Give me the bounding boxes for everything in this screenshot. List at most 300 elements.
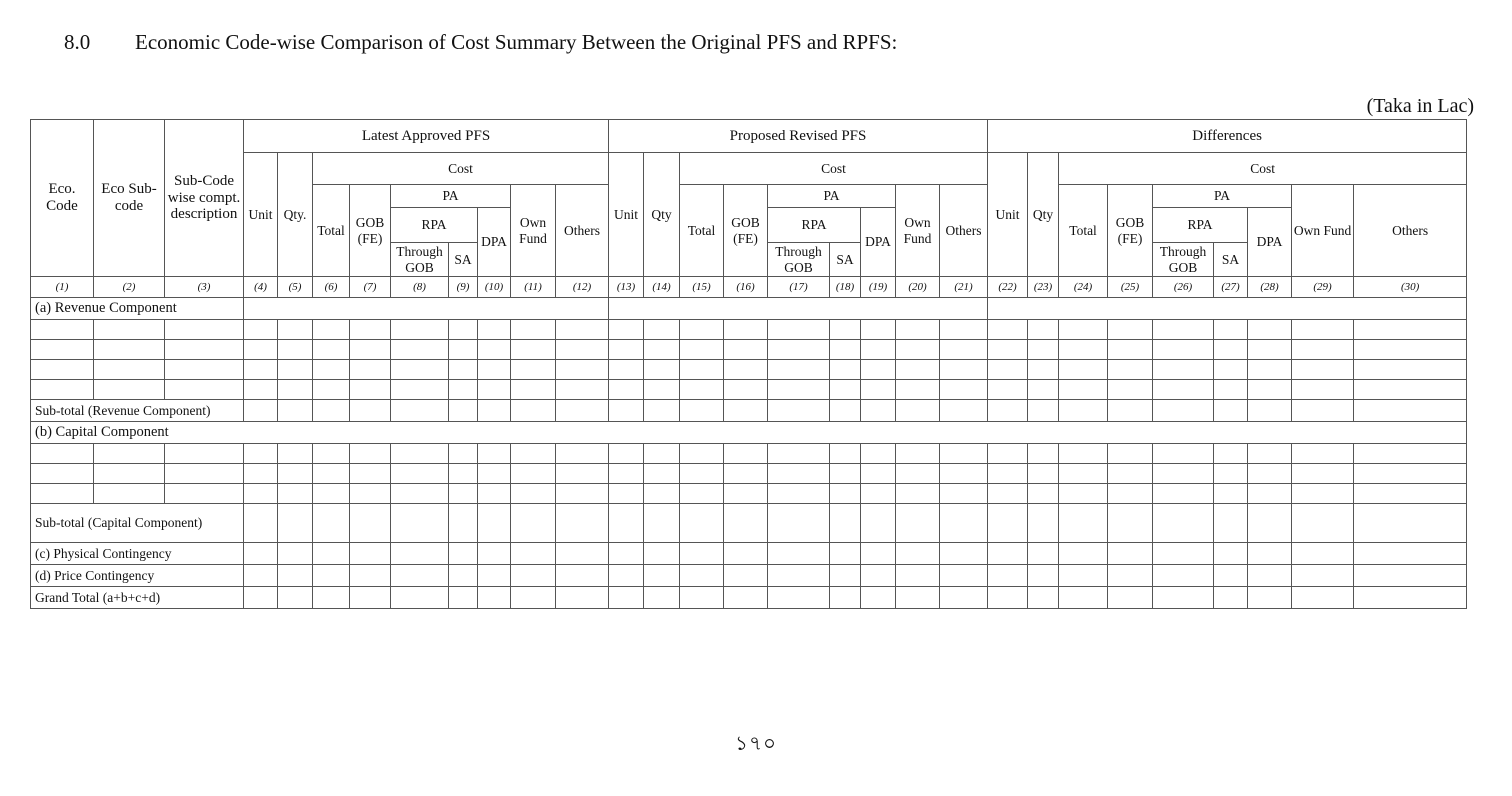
table-cell <box>278 504 313 543</box>
column-number-cell: (1) <box>31 277 94 298</box>
table-cell <box>861 360 896 380</box>
physical-contingency-row <box>31 543 1467 565</box>
table-cell <box>511 543 556 565</box>
table-cell <box>1354 400 1467 422</box>
table-cell <box>1354 504 1467 543</box>
revenue-component-label: (a) Revenue Component <box>31 298 244 320</box>
table-cell <box>680 340 724 360</box>
table-cell <box>350 400 391 422</box>
table-cell <box>1248 444 1292 464</box>
column-number-cell: (11) <box>511 277 556 298</box>
table-cell <box>988 400 1028 422</box>
header-dpa: DPA <box>478 208 511 277</box>
table-cell <box>680 504 724 543</box>
table-cell <box>988 320 1028 340</box>
table-cell <box>391 380 449 400</box>
table-cell <box>940 565 988 587</box>
table-cell <box>724 444 768 464</box>
table-cell <box>244 444 278 464</box>
table-cell <box>1028 380 1059 400</box>
column-number-cell: (20) <box>896 277 940 298</box>
table-cell <box>478 400 511 422</box>
grand-total-row <box>31 587 1467 609</box>
table-cell <box>31 444 94 464</box>
table-cell <box>244 565 278 587</box>
table-cell <box>680 484 724 504</box>
column-number-cell: (18) <box>830 277 861 298</box>
table-cell <box>1214 380 1248 400</box>
table-cell <box>244 340 278 360</box>
table-cell <box>1028 400 1059 422</box>
table-cell <box>609 587 644 609</box>
table-cell <box>1248 504 1292 543</box>
table-row <box>31 484 1467 504</box>
table-cell <box>861 380 896 400</box>
column-number-cell: (27) <box>1214 277 1248 298</box>
table-cell <box>31 340 94 360</box>
table-cell <box>768 380 830 400</box>
table-cell <box>609 565 644 587</box>
table-cell <box>278 484 313 504</box>
table-cell <box>1153 320 1214 340</box>
table-cell <box>94 360 165 380</box>
table-cell <box>830 320 861 340</box>
header-dpa: DPA <box>861 208 896 277</box>
table-cell <box>1059 587 1108 609</box>
table-cell <box>1108 464 1153 484</box>
column-number-cell: (14) <box>644 277 680 298</box>
table-cell <box>988 565 1028 587</box>
table-cell <box>724 380 768 400</box>
header-cost: Cost <box>313 153 609 185</box>
table-cell <box>724 565 768 587</box>
table-cell <box>830 464 861 484</box>
table-cell <box>244 504 278 543</box>
table-cell <box>861 400 896 422</box>
header-through-gob: Through GOB <box>391 243 449 277</box>
table-cell <box>1153 340 1214 360</box>
table-cell <box>350 320 391 340</box>
table-cell <box>478 543 511 565</box>
table-cell <box>830 504 861 543</box>
capital-component-label: (b) Capital Component <box>31 422 1467 444</box>
table-cell <box>1354 587 1467 609</box>
table-cell <box>556 464 609 484</box>
table-cell <box>350 484 391 504</box>
table-cell <box>680 464 724 484</box>
table-cell <box>278 380 313 400</box>
table-cell <box>556 340 609 360</box>
table-cell <box>313 320 350 340</box>
header-latest-approved-pfs: Latest Approved PFS <box>244 120 609 153</box>
table-cell <box>449 464 478 484</box>
table-cell <box>609 380 644 400</box>
column-number-cell: (22) <box>988 277 1028 298</box>
table-cell <box>313 543 350 565</box>
table-cell <box>988 340 1028 360</box>
column-number-cell: (17) <box>768 277 830 298</box>
header-pa: PA <box>768 185 896 208</box>
table-cell <box>1108 400 1153 422</box>
header-cost: Cost <box>680 153 988 185</box>
table-cell <box>724 587 768 609</box>
table-cell <box>768 444 830 464</box>
table-cell <box>1153 400 1214 422</box>
column-number-cell: (3) <box>165 277 244 298</box>
table-cell <box>165 360 244 380</box>
table-cell <box>680 360 724 380</box>
table-cell <box>1059 380 1108 400</box>
column-number-cell: (13) <box>609 277 644 298</box>
header-unit: Unit <box>609 153 644 277</box>
header-unit: Unit <box>244 153 278 277</box>
header-pa: PA <box>1153 185 1292 208</box>
table-cell <box>1028 504 1059 543</box>
table-cell <box>644 340 680 360</box>
revenue-subtotal-row <box>31 400 1467 422</box>
table-cell <box>830 565 861 587</box>
table-cell <box>1108 587 1153 609</box>
table-cell <box>1059 543 1108 565</box>
table-cell <box>861 565 896 587</box>
table-cell <box>350 380 391 400</box>
table-cell <box>896 360 940 380</box>
table-cell <box>556 565 609 587</box>
table-cell <box>896 565 940 587</box>
table-cell <box>1108 543 1153 565</box>
table-cell <box>1214 400 1248 422</box>
table-cell <box>313 340 350 360</box>
table-cell <box>31 380 94 400</box>
table-cell <box>644 587 680 609</box>
table-cell <box>830 400 861 422</box>
header-qty: Qty <box>1028 153 1059 277</box>
table-cell <box>680 444 724 464</box>
column-number-cell: (12) <box>556 277 609 298</box>
table-cell <box>449 543 478 565</box>
header-rpa: RPA <box>1153 208 1248 243</box>
table-cell <box>94 340 165 360</box>
table-cell <box>478 484 511 504</box>
table-cell <box>1153 464 1214 484</box>
table-cell <box>1214 444 1248 464</box>
table-cell <box>1354 464 1467 484</box>
table-cell <box>511 565 556 587</box>
table-cell <box>511 504 556 543</box>
table-cell <box>940 504 988 543</box>
table-cell <box>1059 444 1108 464</box>
table-cell <box>350 340 391 360</box>
table-cell <box>724 543 768 565</box>
header-total: Total <box>313 185 350 277</box>
table-cell <box>1214 320 1248 340</box>
table-cell <box>1354 340 1467 360</box>
table-cell <box>449 444 478 464</box>
table-cell <box>1292 340 1354 360</box>
table-cell <box>768 543 830 565</box>
table-cell <box>449 380 478 400</box>
table-cell <box>724 360 768 380</box>
column-number-cell: (30) <box>1354 277 1467 298</box>
table-cell <box>896 464 940 484</box>
table-cell <box>768 320 830 340</box>
table-cell <box>1248 340 1292 360</box>
table-cell <box>1248 587 1292 609</box>
header-others: Others <box>1354 185 1467 277</box>
header-unit: Unit <box>988 153 1028 277</box>
table-cell <box>556 400 609 422</box>
table-cell <box>861 484 896 504</box>
header-eco-subcode: Eco Sub-code <box>94 120 165 277</box>
table-cell <box>1354 380 1467 400</box>
table-cell <box>644 543 680 565</box>
table-cell <box>1292 380 1354 400</box>
table-cell <box>244 360 278 380</box>
table-cell <box>940 484 988 504</box>
table-cell <box>278 340 313 360</box>
table-cell <box>1059 400 1108 422</box>
table-cell <box>988 543 1028 565</box>
header-dpa: DPA <box>1248 208 1292 277</box>
table-cell <box>680 543 724 565</box>
table-cell <box>1214 504 1248 543</box>
table-cell <box>609 400 644 422</box>
table-cell <box>1248 464 1292 484</box>
table-cell <box>313 380 350 400</box>
column-number-cell: (29) <box>1292 277 1354 298</box>
table-cell <box>609 340 644 360</box>
header-eco-code: Eco. Code <box>31 120 94 277</box>
table-cell <box>511 320 556 340</box>
table-cell <box>350 504 391 543</box>
table-cell <box>896 484 940 504</box>
table-cell <box>556 587 609 609</box>
table-cell <box>861 444 896 464</box>
table-row <box>31 464 1467 484</box>
table-cell <box>609 464 644 484</box>
table-cell <box>391 340 449 360</box>
table-cell <box>244 587 278 609</box>
table-row <box>31 444 1467 464</box>
table-cell <box>896 444 940 464</box>
table-cell <box>609 320 644 340</box>
table-cell <box>861 320 896 340</box>
table-cell <box>278 320 313 340</box>
table-cell <box>609 360 644 380</box>
table-cell <box>1153 484 1214 504</box>
column-number-cell: (10) <box>478 277 511 298</box>
table-cell <box>511 464 556 484</box>
table-cell <box>988 444 1028 464</box>
table-cell <box>609 484 644 504</box>
table-cell <box>313 360 350 380</box>
table-row <box>31 340 1467 360</box>
table-cell <box>1059 504 1108 543</box>
table-cell <box>768 400 830 422</box>
revenue-component-row <box>31 298 1467 320</box>
table-cell <box>940 587 988 609</box>
table-cell <box>724 504 768 543</box>
table-cell <box>556 484 609 504</box>
price-contingency-label: (d) Price Contingency <box>31 565 244 587</box>
table-cell <box>556 504 609 543</box>
capital-subtotal-row <box>31 504 1467 543</box>
column-number-cell: (28) <box>1248 277 1292 298</box>
header-others: Others <box>556 185 609 277</box>
table-cell <box>1248 543 1292 565</box>
table-cell <box>313 565 350 587</box>
table-cell <box>165 444 244 464</box>
table-cell <box>478 464 511 484</box>
table-cell <box>940 464 988 484</box>
table-cell <box>644 400 680 422</box>
header-own-fund: Own Fund <box>896 185 940 277</box>
table-cell <box>1028 587 1059 609</box>
table-cell <box>680 400 724 422</box>
column-number-cell: (23) <box>1028 277 1059 298</box>
table-cell <box>1292 320 1354 340</box>
table-cell <box>278 400 313 422</box>
table-cell <box>1059 484 1108 504</box>
header-rpa: RPA <box>768 208 861 243</box>
table-cell <box>644 380 680 400</box>
table-cell <box>861 464 896 484</box>
table-cell <box>478 444 511 464</box>
table-cell <box>556 444 609 464</box>
table-cell <box>830 543 861 565</box>
table-cell <box>31 360 94 380</box>
table-cell <box>278 464 313 484</box>
table-cell <box>31 320 94 340</box>
column-number-cell: (2) <box>94 277 165 298</box>
table-cell <box>1153 444 1214 464</box>
table-cell <box>94 320 165 340</box>
table-cell <box>1108 340 1153 360</box>
table-cell <box>1354 444 1467 464</box>
table-cell <box>830 380 861 400</box>
table-cell <box>278 587 313 609</box>
header-sa: SA <box>830 243 861 277</box>
table-cell <box>1028 320 1059 340</box>
table-cell <box>350 565 391 587</box>
table-cell <box>478 320 511 340</box>
table-cell <box>391 360 449 380</box>
table-cell <box>278 543 313 565</box>
table-cell <box>644 360 680 380</box>
table-cell <box>1248 484 1292 504</box>
table-row <box>31 320 1467 340</box>
table-cell <box>1292 504 1354 543</box>
table-cell <box>511 340 556 360</box>
table-cell <box>350 360 391 380</box>
table-cell <box>609 543 644 565</box>
table-cell <box>244 320 278 340</box>
header-gob-fe: GOB (FE) <box>350 185 391 277</box>
table-cell <box>449 484 478 504</box>
table-cell <box>1059 340 1108 360</box>
table-cell <box>680 565 724 587</box>
table-cell <box>511 380 556 400</box>
column-number-cell: (25) <box>1108 277 1153 298</box>
table-cell <box>278 444 313 464</box>
table-cell <box>511 400 556 422</box>
table-cell <box>988 360 1028 380</box>
table-cell <box>1248 320 1292 340</box>
table-cell <box>940 320 988 340</box>
column-number-cell: (21) <box>940 277 988 298</box>
table-cell <box>1108 504 1153 543</box>
table-cell <box>988 380 1028 400</box>
table-cell <box>449 587 478 609</box>
table-cell <box>556 360 609 380</box>
table-cell <box>94 484 165 504</box>
header-others: Others <box>940 185 988 277</box>
table-cell <box>1153 587 1214 609</box>
table-cell <box>724 464 768 484</box>
table-cell <box>350 444 391 464</box>
column-number-cell: (15) <box>680 277 724 298</box>
table-cell <box>1354 484 1467 504</box>
table-cell <box>94 464 165 484</box>
table-cell <box>1028 543 1059 565</box>
table-cell <box>313 587 350 609</box>
table-cell <box>1214 565 1248 587</box>
table-cell <box>644 504 680 543</box>
column-number-cell: (6) <box>313 277 350 298</box>
table-cell <box>165 380 244 400</box>
column-number-cell: (8) <box>391 277 449 298</box>
table-cell <box>1059 360 1108 380</box>
table-cell <box>556 320 609 340</box>
table-cell <box>1028 340 1059 360</box>
table-cell <box>609 504 644 543</box>
section-title: Economic Code-wise Comparison of Cost Summary Between the Original PFS and RPFS: <box>135 30 898 54</box>
table-row <box>31 360 1467 380</box>
table-cell <box>1292 444 1354 464</box>
table-cell <box>391 565 449 587</box>
header-qty: Qty <box>644 153 680 277</box>
revenue-subtotal-label: Sub-total (Revenue Component) <box>31 400 244 422</box>
header-sa: SA <box>1214 243 1248 277</box>
column-number-cell: (24) <box>1059 277 1108 298</box>
table-cell <box>1153 543 1214 565</box>
column-number-cell: (16) <box>724 277 768 298</box>
table-cell <box>680 380 724 400</box>
table-cell <box>511 360 556 380</box>
table-cell <box>350 464 391 484</box>
table-cell <box>861 504 896 543</box>
table-cell <box>556 380 609 400</box>
table-cell <box>1214 543 1248 565</box>
column-number-cell: (19) <box>861 277 896 298</box>
table-cell <box>1292 464 1354 484</box>
unit-note: (Taka in Lac) <box>1366 95 1474 117</box>
table-cell <box>830 340 861 360</box>
table-cell <box>1028 360 1059 380</box>
table-cell <box>768 340 830 360</box>
table-cell <box>988 587 1028 609</box>
table-cell <box>1059 565 1108 587</box>
table-cell <box>1248 380 1292 400</box>
table-cell <box>1292 565 1354 587</box>
table-cell <box>391 320 449 340</box>
table-cell <box>644 565 680 587</box>
table-cell <box>1059 464 1108 484</box>
table-cell <box>1153 565 1214 587</box>
table-cell <box>940 543 988 565</box>
table-cell <box>940 340 988 360</box>
table-cell <box>988 464 1028 484</box>
